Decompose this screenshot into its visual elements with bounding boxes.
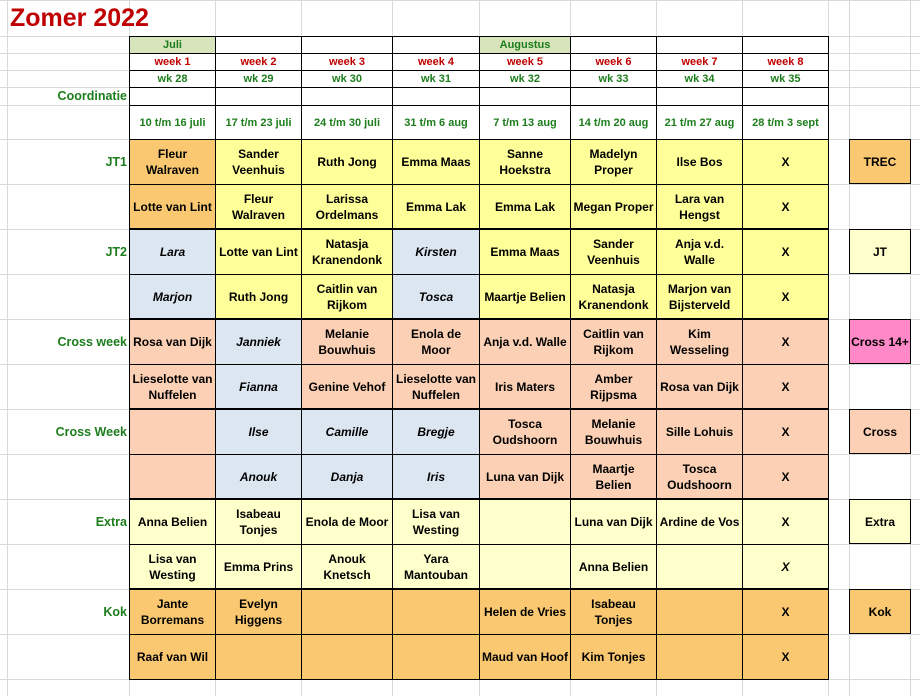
schedule-cell[interactable]: Camille [301,409,392,454]
schedule-cell[interactable] [656,544,742,589]
header-cell [742,36,828,53]
schedule-cell[interactable]: Maartje Belien [570,454,656,499]
date-range: 7 t/m 13 aug [479,105,570,139]
sheet-title: Zomer 2022 [10,4,149,32]
week-number: wk 35 [742,70,828,87]
coordination-label: Coordinatie [57,89,127,103]
schedule-cell[interactable]: Lieselotte van Nuffelen [129,364,215,409]
schedule-cell[interactable]: Fleur Walraven [129,139,215,184]
coordination-cell[interactable] [392,87,479,105]
schedule-cell[interactable] [392,589,479,634]
week-header: week 5 [479,53,570,70]
date-range: 17 t/m 23 juli [215,105,301,139]
schedule-cell[interactable]: Emma Prins [215,544,301,589]
schedule-cell[interactable]: Bregje [392,409,479,454]
schedule-cell[interactable]: Anna Belien [570,544,656,589]
schedule-cell[interactable]: Rosa van Dijk [656,364,742,409]
schedule-cell[interactable]: Larissa Ordelmans [301,184,392,229]
group-separator [129,408,829,410]
group-label: Cross Week [55,424,127,439]
schedule-cell[interactable]: Lotte van Lint [129,184,215,229]
group-label: Extra [95,514,127,529]
week-number: wk 32 [479,70,570,87]
week8-marker[interactable]: X [742,634,828,679]
week-number: wk 29 [215,70,301,87]
schedule-cell[interactable]: Ilse [215,409,301,454]
schedule-cell[interactable]: Evelyn Higgens [215,589,301,634]
schedule-cell[interactable] [656,589,742,634]
schedule-cell[interactable]: Isabeau Tonjes [570,589,656,634]
week8-marker[interactable]: X [742,499,828,544]
table-border [129,679,829,680]
schedule-cell[interactable]: Emma Maas [392,139,479,184]
legend-box: Extra [849,499,911,544]
week8-marker[interactable]: X [742,229,828,274]
week8-marker[interactable]: X [742,589,828,634]
group-label: Cross week [57,334,127,349]
schedule-cell[interactable] [392,634,479,679]
schedule-cell[interactable]: Anouk [215,454,301,499]
schedule-cell[interactable]: Tosca Oudshoorn [656,454,742,499]
schedule-cell[interactable]: Luna van Dijk [570,499,656,544]
schedule-cell[interactable]: Fleur Walraven [215,184,301,229]
week8-marker[interactable]: X [742,544,828,589]
legend-box: TREC [849,139,911,184]
schedule-cell[interactable]: Kim Tonjes [570,634,656,679]
schedule-cell[interactable]: Maartje Belien [479,274,570,319]
schedule-cell[interactable]: Jante Borremans [129,589,215,634]
schedule-cell[interactable]: Luna van Dijk [479,454,570,499]
week-number: wk 30 [301,70,392,87]
week8-marker[interactable]: X [742,139,828,184]
schedule-cell[interactable]: Genine Vehof [301,364,392,409]
schedule-cell[interactable]: Lisa van Westing [392,499,479,544]
header-cell [301,36,392,53]
group-separator [129,498,829,500]
schedule-cell[interactable]: Amber Rijpsma [570,364,656,409]
schedule-cell[interactable]: Enola de Moor [301,499,392,544]
group-separator [129,318,829,320]
group-label: JT2 [105,244,127,259]
schedule-cell[interactable]: Iris [392,454,479,499]
schedule-cell[interactable] [129,409,215,454]
coordination-cell[interactable] [479,87,570,105]
schedule-cell[interactable]: Emma Lak [479,184,570,229]
week-header: week 7 [656,53,742,70]
schedule-cell[interactable]: Helen de Vries [479,589,570,634]
coordination-cell[interactable] [215,87,301,105]
week-header: week 4 [392,53,479,70]
schedule-cell[interactable]: Sander Veenhuis [570,229,656,274]
schedule-cell[interactable]: Janniek [215,319,301,364]
schedule-cell[interactable]: Ruth Jong [301,139,392,184]
schedule-cell[interactable]: Lara [129,229,215,274]
schedule-cell[interactable]: Danja [301,454,392,499]
schedule-cell[interactable]: Ardine de Vos [656,499,742,544]
schedule-cell[interactable] [656,634,742,679]
week-header: week 3 [301,53,392,70]
week-header: week 6 [570,53,656,70]
week8-marker[interactable]: X [742,184,828,229]
schedule-cell[interactable]: Caitlin van Rijkom [570,319,656,364]
schedule-cell[interactable]: Tosca [392,274,479,319]
legend-box: Cross 14+ [849,319,911,364]
header-cell [215,36,301,53]
legend-box: Kok [849,589,911,634]
schedule-cell[interactable] [479,544,570,589]
week-number: wk 31 [392,70,479,87]
schedule-cell[interactable]: Lotte van Lint [215,229,301,274]
schedule-cell[interactable]: Fianna [215,364,301,409]
header-cell [392,36,479,53]
week8-marker[interactable]: X [742,364,828,409]
group-label: Kok [103,604,127,619]
legend-box: Cross [849,409,911,454]
date-range: 21 t/m 27 aug [656,105,742,139]
schedule-cell[interactable]: Rosa van Dijk [129,319,215,364]
gridline [0,0,920,1]
schedule-cell[interactable]: Isabeau Tonjes [215,499,301,544]
schedule-cell[interactable]: Enola de Moor [392,319,479,364]
week-number: wk 34 [656,70,742,87]
schedule-cell[interactable]: Lisa van Westing [129,544,215,589]
schedule-cell[interactable] [215,634,301,679]
coordination-cell[interactable] [742,87,828,105]
schedule-cell[interactable]: Sander Veenhuis [215,139,301,184]
schedule-cell[interactable]: Sanne Hoekstra [479,139,570,184]
week-header: week 1 [129,53,215,70]
schedule-cell[interactable]: Caitlin van Rijkom [301,274,392,319]
header-cell [570,36,656,53]
schedule-cell[interactable]: Iris Maters [479,364,570,409]
schedule-cell[interactable]: Emma Lak [392,184,479,229]
schedule-cell[interactable]: Lara van Hengst [656,184,742,229]
group-label: JT1 [105,154,127,169]
date-range: 24 t/m 30 juli [301,105,392,139]
week-header: week 2 [215,53,301,70]
coordination-cell[interactable] [656,87,742,105]
date-range: 14 t/m 20 aug [570,105,656,139]
month-header: Juli [129,36,215,53]
header-cell [656,36,742,53]
schedule-cell[interactable] [301,634,392,679]
schedule-cell[interactable]: Marjon van Bijsterveld [656,274,742,319]
schedule-cell[interactable]: Anna Belien [129,499,215,544]
schedule-cell[interactable]: Kirsten [392,229,479,274]
schedule-cell[interactable]: Ruth Jong [215,274,301,319]
schedule-cell[interactable] [301,589,392,634]
schedule-cell[interactable]: Raaf van Wil [129,634,215,679]
schedule-cell[interactable]: Sille Lohuis [656,409,742,454]
schedule-cell[interactable]: Melanie Bouwhuis [301,319,392,364]
schedule-cell[interactable]: Megan Proper [570,184,656,229]
schedule-cell[interactable]: Kim Wesseling [656,319,742,364]
week8-marker[interactable]: X [742,409,828,454]
schedule-cell[interactable]: Yara Mantouban [392,544,479,589]
schedule-cell[interactable]: Lieselotte van Nuffelen [392,364,479,409]
schedule-cell[interactable]: Anja v.d. Walle [656,229,742,274]
date-range: 10 t/m 16 juli [129,105,215,139]
coordination-cell[interactable] [129,87,215,105]
legend-box: JT [849,229,911,274]
schedule-cell[interactable]: Natasja Kranendonk [570,274,656,319]
week8-marker[interactable]: X [742,319,828,364]
schedule-cell[interactable]: Natasja Kranendonk [301,229,392,274]
week-header: week 8 [742,53,828,70]
schedule-cell[interactable]: Melanie Bouwhuis [570,409,656,454]
week-number: wk 33 [570,70,656,87]
table-border [828,36,829,680]
date-range: 31 t/m 6 aug [392,105,479,139]
schedule-cell[interactable]: Madelyn Proper [570,139,656,184]
coordination-cell[interactable] [570,87,656,105]
group-separator [129,228,829,230]
schedule-cell[interactable]: Emma Maas [479,229,570,274]
schedule-cell[interactable]: Tosca Oudshoorn [479,409,570,454]
month-header: Augustus [479,36,570,53]
schedule-cell[interactable] [129,454,215,499]
schedule-cell[interactable] [479,499,570,544]
coordination-cell[interactable] [301,87,392,105]
week8-marker[interactable]: X [742,454,828,499]
group-separator [129,588,829,590]
schedule-cell[interactable]: Maud van Hoof [479,634,570,679]
date-range: 28 t/m 3 sept [742,105,828,139]
schedule-cell[interactable]: Anouk Knetsch [301,544,392,589]
week-number: wk 28 [129,70,215,87]
schedule-cell[interactable]: Marjon [129,274,215,319]
schedule-cell[interactable]: Anja v.d. Walle [479,319,570,364]
schedule-cell[interactable]: Ilse Bos [656,139,742,184]
week8-marker[interactable]: X [742,274,828,319]
